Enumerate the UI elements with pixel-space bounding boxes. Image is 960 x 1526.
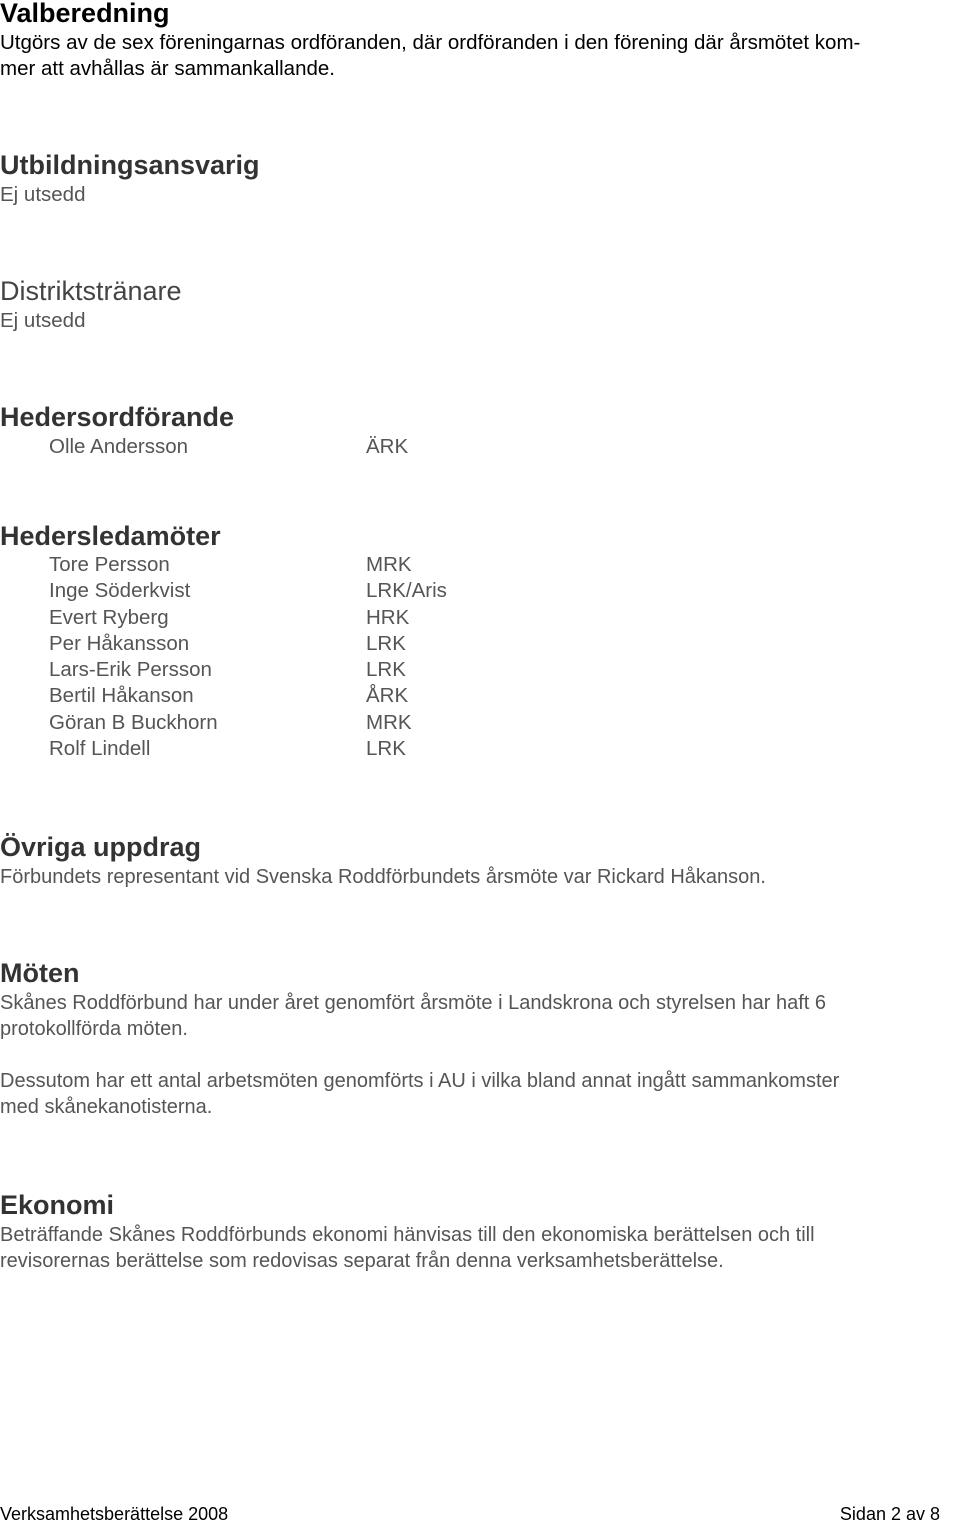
text-moten-1-line1: Skånes Roddförbund har under året genomfört årsmöte i Landskrona och styrelsen har haft 6 (0, 992, 827, 1014)
honorary-chair-row (0, 434, 960, 460)
text-moten-1 (0, 990, 960, 1042)
footer-page-number: Sidan 2 av 8 (839, 1504, 940, 1524)
member-club: MRK (366, 553, 412, 576)
text-moten-2-line1: Dessutom har ett antal arbetsmöten genomförts i AU i vilka bland annat ingått sammankomster (0, 1070, 840, 1092)
member-club: ÄRK (366, 435, 409, 458)
hedersledamoter-list (0, 552, 960, 762)
member-club: LRK (366, 631, 406, 655)
honorary-member-row (0, 552, 960, 578)
honorary-member-row (0, 578, 960, 604)
honorary-member-row (0, 631, 960, 657)
member-club: LRK (366, 658, 406, 682)
member-club: LRK/Aris (366, 579, 447, 603)
text-ekonomi-line2: revisorernas berättelse som redovisas separat från denna verksamhetsberättelse. (0, 1250, 724, 1272)
member-club: HRK (366, 605, 410, 629)
member-name: Olle Andersson (49, 435, 189, 458)
text-valberedning (0, 30, 960, 82)
member-club: ÅRK (366, 684, 409, 708)
member-name: Bertil Håkanson (49, 684, 194, 708)
text-utbildningsansvarig: Ej utsedd (0, 183, 86, 206)
text-ekonomi (0, 1222, 960, 1274)
heading-hedersledamoter: Hedersledamöter (0, 521, 221, 551)
text-moten-2 (0, 1068, 960, 1120)
heading-ovriga-uppdrag: Övriga uppdrag (0, 832, 202, 862)
heading-ekonomi: Ekonomi (0, 1190, 115, 1220)
text-ovriga-uppdrag: Förbundets representant vid Svenska Roddförbundets årsmöte var Rickard Håkanson. (0, 866, 766, 888)
heading-moten: Möten (0, 958, 80, 988)
honorary-member-row (0, 605, 960, 631)
member-club: LRK (366, 737, 406, 761)
member-name: Per Håkansson (49, 631, 190, 655)
section-moten (0, 958, 960, 1120)
member-name: Evert Ryberg (49, 605, 169, 629)
honorary-member-row (0, 657, 960, 683)
heading-hedersordforande: Hedersordförande (0, 402, 235, 432)
heading-valberedning: Valberedning (0, 0, 170, 28)
section-ovriga-uppdrag (0, 832, 960, 890)
section-valberedning (0, 0, 960, 82)
section-ekonomi (0, 1190, 960, 1274)
honorary-member-row (0, 683, 960, 709)
text-moten-1-line2: protokollförda möten. (0, 1018, 188, 1040)
text-ekonomi-line1: Beträffande Skånes Roddförbunds ekonomi hänvisas till den ekonomiska berättelsen och till (0, 1224, 815, 1246)
hedersordforande-list (0, 434, 960, 460)
text-moten-2-line2: med skånekanotisterna. (0, 1096, 213, 1118)
member-name: Tore Persson (49, 553, 170, 576)
member-name: Inge Söderkvist (49, 579, 191, 603)
text-distriktstranare: Ej utsedd (0, 309, 86, 332)
section-hedersordforande (0, 402, 960, 460)
honorary-member-row (0, 710, 960, 736)
section-distriktstranare (0, 276, 960, 334)
heading-utbildningsansvarig: Utbildningsansvarig (0, 150, 260, 180)
honorary-member-row (0, 736, 960, 762)
text-valberedning-line2: mer att avhållas är sammankallande. (0, 57, 335, 80)
text-valberedning-line1: Utgörs av de sex föreningarnas ordföranden, där ordföranden i den förening där årsmötet kom- (0, 31, 861, 54)
footer-document-title: Verksamhetsberättelse 2008 (0, 1504, 229, 1524)
member-name: Rolf Lindell (49, 737, 151, 761)
section-utbildningsansvarig (0, 150, 960, 208)
member-club: MRK (366, 710, 412, 734)
heading-distriktstranare: Distriktstränare (0, 276, 182, 306)
member-name: Göran B Buckhorn (49, 710, 218, 734)
member-name: Lars-Erik Persson (49, 658, 212, 682)
section-hedersledamoter (0, 521, 960, 762)
